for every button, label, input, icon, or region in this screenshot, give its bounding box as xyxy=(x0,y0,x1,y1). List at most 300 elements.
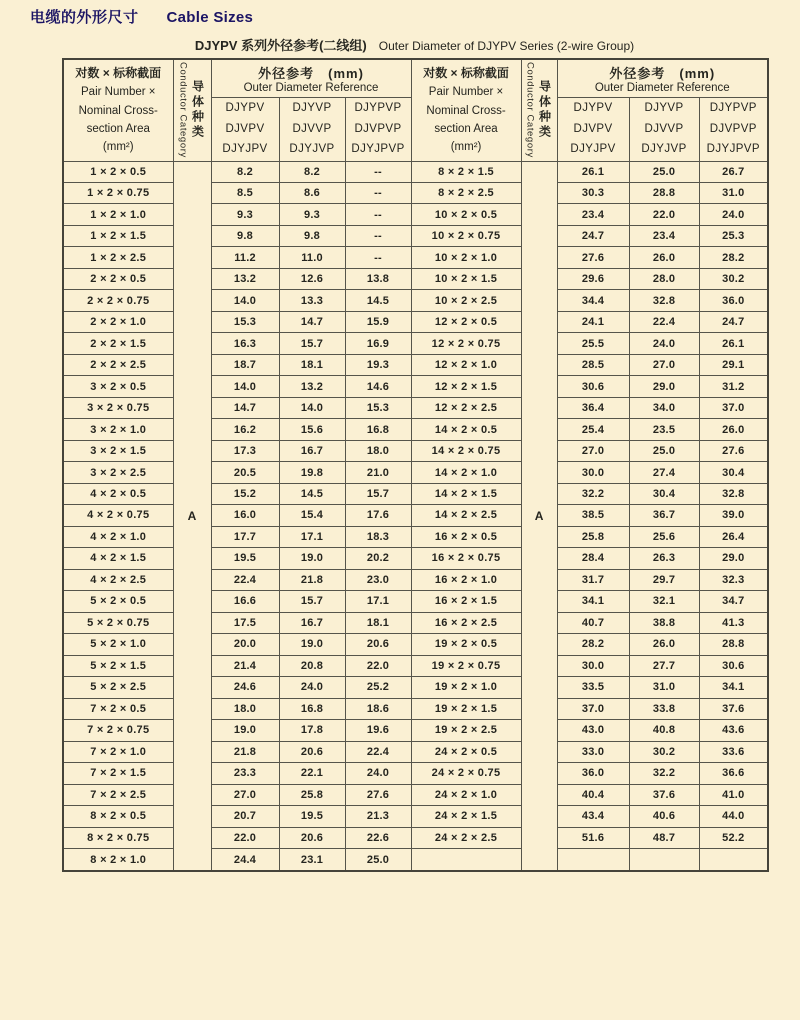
table-row xyxy=(63,677,768,698)
od-value-cell: 18.0 xyxy=(345,440,411,461)
pair-size-cell: 2 × 2 × 2.5 xyxy=(63,354,173,375)
pair-size-cell: 8 × 2 × 2.5 xyxy=(411,182,521,203)
od-value-cell: 14.7 xyxy=(279,311,345,332)
od-value-cell: 20.8 xyxy=(279,655,345,676)
od-value-cell: 36.0 xyxy=(699,290,768,311)
od-value-cell: 30.3 xyxy=(557,182,629,203)
pair-size-cell: 12 × 2 × 0.5 xyxy=(411,311,521,332)
od-value-cell: 41.0 xyxy=(699,784,768,805)
od-value-cell: 26.7 xyxy=(699,161,768,182)
od-value-cell: 14.6 xyxy=(345,376,411,397)
od-value-cell: 18.3 xyxy=(345,526,411,547)
od-group-title-en: Outer Diameter Reference xyxy=(594,81,730,94)
table-row xyxy=(63,311,768,332)
od-value-cell: 26.0 xyxy=(629,634,699,655)
pair-size-cell: 5 × 2 × 0.75 xyxy=(63,612,173,633)
page-title xyxy=(30,6,253,27)
od-value-cell: -- xyxy=(345,182,411,203)
table-row xyxy=(63,462,768,483)
od-value-cell: 43.6 xyxy=(699,720,768,741)
od-value-cell: 40.6 xyxy=(629,806,699,827)
od-value-cell: 23.4 xyxy=(629,225,699,246)
od-value-cell: 19.0 xyxy=(211,720,279,741)
table-row xyxy=(63,806,768,827)
od-value-cell: 20.5 xyxy=(211,462,279,483)
cable-code-header xyxy=(345,97,411,161)
od-value-cell: 27.7 xyxy=(629,655,699,676)
pair-size-cell xyxy=(411,849,521,872)
od-value-cell: 20.6 xyxy=(279,741,345,762)
od-value-cell: 9.8 xyxy=(211,225,279,246)
od-value-cell: 24.0 xyxy=(279,677,345,698)
od-value-cell: 30.2 xyxy=(629,741,699,762)
od-value-cell: 25.0 xyxy=(629,440,699,461)
od-value-cell: 15.4 xyxy=(279,505,345,526)
conductor-category-header-right xyxy=(521,59,557,161)
od-value-cell: 15.6 xyxy=(279,419,345,440)
table-row xyxy=(63,634,768,655)
od-value-cell: 37.0 xyxy=(699,397,768,418)
od-value-cell: 19.8 xyxy=(279,462,345,483)
od-value-cell: 30.4 xyxy=(699,462,768,483)
pair-size-cell: 1 × 2 × 0.5 xyxy=(63,161,173,182)
od-value-cell: 31.0 xyxy=(699,182,768,203)
pair-size-cell: 16 × 2 × 0.5 xyxy=(411,526,521,547)
od-value-cell: 17.1 xyxy=(279,526,345,547)
od-value-cell: 25.0 xyxy=(345,849,411,872)
pair-size-cell: 4 × 2 × 2.5 xyxy=(63,569,173,590)
od-value-cell: 20.6 xyxy=(279,827,345,848)
od-value-cell: 22.6 xyxy=(345,827,411,848)
pair-size-cell: 2 × 2 × 0.5 xyxy=(63,268,173,289)
table-row xyxy=(63,225,768,246)
od-value-cell: 20.6 xyxy=(345,634,411,655)
pair-size-cell: 16 × 2 × 2.5 xyxy=(411,612,521,633)
od-value-cell: 8.2 xyxy=(211,161,279,182)
od-value-cell: 44.0 xyxy=(699,806,768,827)
od-value-cell: 22.4 xyxy=(345,741,411,762)
od-value-cell: 14.0 xyxy=(279,397,345,418)
od-value-cell: 15.3 xyxy=(211,311,279,332)
od-value-cell: 36.0 xyxy=(557,763,629,784)
od-value-cell: 11.0 xyxy=(279,247,345,268)
pair-size-cell: 2 × 2 × 1.5 xyxy=(63,333,173,354)
od-value-cell: 15.3 xyxy=(345,397,411,418)
pair-size-cell: 19 × 2 × 1.5 xyxy=(411,698,521,719)
od-value-cell: 18.6 xyxy=(345,698,411,719)
od-value-cell: 22.4 xyxy=(211,569,279,590)
od-value-cell: 23.4 xyxy=(557,204,629,225)
cable-code-header xyxy=(279,97,345,161)
pair-size-cell: 24 × 2 × 1.5 xyxy=(411,806,521,827)
cable-code-header xyxy=(211,97,279,161)
od-value-cell: 29.7 xyxy=(629,569,699,590)
od-value-cell: 17.8 xyxy=(279,720,345,741)
od-value-cell: 8.2 xyxy=(279,161,345,182)
cable-code: DJVPV xyxy=(225,122,265,135)
od-value-cell: 23.0 xyxy=(345,569,411,590)
conductor-header-zh: 导体种类 xyxy=(537,80,552,141)
pair-size-cell: 7 × 2 × 1.0 xyxy=(63,741,173,762)
od-value-cell: 17.7 xyxy=(211,526,279,547)
od-value-cell: 12.6 xyxy=(279,268,345,289)
od-value-cell: 19.5 xyxy=(279,806,345,827)
od-value-cell: 21.0 xyxy=(345,462,411,483)
cable-code: DJYJVP xyxy=(289,143,335,156)
pair-size-cell: 1 × 2 × 2.5 xyxy=(63,247,173,268)
od-value-cell: 34.0 xyxy=(629,397,699,418)
od-value-cell: 19.0 xyxy=(279,548,345,569)
od-value-cell: 19.5 xyxy=(211,548,279,569)
cable-code: DJVPVP xyxy=(709,122,757,135)
od-value-cell: 32.1 xyxy=(629,591,699,612)
od-value-cell: 38.5 xyxy=(557,505,629,526)
od-value-cell: 36.6 xyxy=(699,763,768,784)
table-subtitle-zh: DJYPV 系列外径参考(二线组) xyxy=(194,38,367,53)
od-value-cell: 15.2 xyxy=(211,483,279,504)
pair-header-line: Nominal Cross- xyxy=(78,104,158,117)
pair-size-cell: 12 × 2 × 2.5 xyxy=(411,397,521,418)
od-value-cell: 28.0 xyxy=(629,268,699,289)
od-value-cell: 8.6 xyxy=(279,182,345,203)
cable-code: DJYJPV xyxy=(570,143,616,156)
od-value-cell: 18.1 xyxy=(345,612,411,633)
page-title-zh: 电缆的外形尺寸 xyxy=(30,9,139,26)
od-value-cell: 21.4 xyxy=(211,655,279,676)
pair-size-cell: 24 × 2 × 2.5 xyxy=(411,827,521,848)
od-value-cell: 27.0 xyxy=(557,440,629,461)
od-value-cell: 24.4 xyxy=(211,849,279,872)
pair-header-line: section Area xyxy=(86,122,150,135)
od-value-cell: 24.0 xyxy=(629,333,699,354)
cable-code: DJYPVP xyxy=(709,101,757,114)
od-value-cell: 25.0 xyxy=(629,161,699,182)
pair-size-cell: 24 × 2 × 1.0 xyxy=(411,784,521,805)
pair-size-cell: 24 × 2 × 0.75 xyxy=(411,763,521,784)
od-value-cell: 27.6 xyxy=(557,247,629,268)
od-value-cell: 43.4 xyxy=(557,806,629,827)
conductor-header-wrap xyxy=(174,60,211,161)
od-value-cell: 40.4 xyxy=(557,784,629,805)
pair-size-cell: 19 × 2 × 0.75 xyxy=(411,655,521,676)
od-group-title-zh: 外径参考 (mm) xyxy=(609,65,716,81)
conductor-category-value-left: A xyxy=(173,161,211,871)
od-value-cell: 33.8 xyxy=(629,698,699,719)
od-value-cell: 32.2 xyxy=(629,763,699,784)
pair-size-cell: 3 × 2 × 0.75 xyxy=(63,397,173,418)
od-value-cell: 32.2 xyxy=(557,483,629,504)
pair-header-line: (mm²) xyxy=(102,141,134,154)
pair-size-cell: 3 × 2 × 1.0 xyxy=(63,419,173,440)
conductor-category-header-left xyxy=(173,59,211,161)
od-value-cell: 30.2 xyxy=(699,268,768,289)
od-value-cell: 27.4 xyxy=(629,462,699,483)
pair-size-cell: 12 × 2 × 1.0 xyxy=(411,354,521,375)
od-value-cell: 37.6 xyxy=(629,784,699,805)
table-row xyxy=(63,720,768,741)
od-value-cell: 16.8 xyxy=(345,419,411,440)
cable-code: DJYVP xyxy=(292,101,332,114)
od-value-cell: 51.6 xyxy=(557,827,629,848)
pair-size-cell: 7 × 2 × 0.5 xyxy=(63,698,173,719)
od-value-cell: 26.1 xyxy=(699,333,768,354)
table-row xyxy=(63,333,768,354)
od-value-cell xyxy=(699,849,768,872)
od-value-cell: 38.8 xyxy=(629,612,699,633)
pair-size-cell: 16 × 2 × 1.0 xyxy=(411,569,521,590)
od-value-cell: 22.0 xyxy=(629,204,699,225)
pair-size-cell: 4 × 2 × 0.75 xyxy=(63,505,173,526)
od-value-cell: 30.0 xyxy=(557,462,629,483)
pair-size-cell: 14 × 2 × 1.5 xyxy=(411,483,521,504)
od-value-cell: 26.4 xyxy=(699,526,768,547)
pair-size-cell: 19 × 2 × 0.5 xyxy=(411,634,521,655)
od-value-cell: 27.6 xyxy=(345,784,411,805)
pair-size-cell: 5 × 2 × 1.5 xyxy=(63,655,173,676)
od-value-cell: 15.9 xyxy=(345,311,411,332)
pair-size-cell: 5 × 2 × 0.5 xyxy=(63,591,173,612)
od-value-cell: 13.2 xyxy=(211,268,279,289)
pair-size-cell: 4 × 2 × 1.0 xyxy=(63,526,173,547)
od-value-cell: 48.7 xyxy=(629,827,699,848)
table-row xyxy=(63,569,768,590)
od-value-cell: 19.3 xyxy=(345,354,411,375)
pair-size-cell: 7 × 2 × 0.75 xyxy=(63,720,173,741)
od-value-cell: -- xyxy=(345,247,411,268)
pair-size-cell: 16 × 2 × 0.75 xyxy=(411,548,521,569)
od-value-cell: 34.1 xyxy=(557,591,629,612)
od-value-cell: 23.1 xyxy=(279,849,345,872)
od-value-cell: 24.7 xyxy=(699,311,768,332)
od-value-cell: 24.0 xyxy=(345,763,411,784)
od-value-cell: 36.7 xyxy=(629,505,699,526)
pair-size-cell: 5 × 2 × 1.0 xyxy=(63,634,173,655)
pair-size-cell: 1 × 2 × 0.75 xyxy=(63,182,173,203)
od-value-cell: 13.8 xyxy=(345,268,411,289)
table-body xyxy=(63,161,768,871)
od-value-cell: 20.7 xyxy=(211,806,279,827)
pair-size-cell: 8 × 2 × 1.5 xyxy=(411,161,521,182)
od-value-cell: 34.4 xyxy=(557,290,629,311)
od-value-cell: 24.1 xyxy=(557,311,629,332)
table-row xyxy=(63,182,768,203)
pair-size-cell: 7 × 2 × 1.5 xyxy=(63,763,173,784)
table-subtitle-en: Outer Diameter of DJYPV Series (2-wire Group) xyxy=(378,39,635,53)
od-value-cell: -- xyxy=(345,161,411,182)
page-title-en: Cable Sizes xyxy=(166,9,254,26)
od-value-cell: 18.0 xyxy=(211,698,279,719)
od-value-cell: 39.0 xyxy=(699,505,768,526)
conductor-header-en: Conductor Category xyxy=(177,62,189,159)
od-value-cell: 16.8 xyxy=(279,698,345,719)
pair-size-cell: 14 × 2 × 2.5 xyxy=(411,505,521,526)
cable-code: DJYPVP xyxy=(354,101,402,114)
pair-header-line: (mm²) xyxy=(450,141,482,154)
od-value-cell: 24.0 xyxy=(699,204,768,225)
pair-size-cell: 19 × 2 × 1.0 xyxy=(411,677,521,698)
od-value-cell: 16.9 xyxy=(345,333,411,354)
od-value-cell: 15.7 xyxy=(345,483,411,504)
pair-size-cell: 16 × 2 × 1.5 xyxy=(411,591,521,612)
pair-header-line: section Area xyxy=(434,122,498,135)
pair-size-cell: 12 × 2 × 0.75 xyxy=(411,333,521,354)
od-value-cell: 28.8 xyxy=(699,634,768,655)
od-value-cell: 25.8 xyxy=(557,526,629,547)
od-value-cell: 33.0 xyxy=(557,741,629,762)
od-value-cell: 13.2 xyxy=(279,376,345,397)
table-row xyxy=(63,763,768,784)
pair-size-cell: 3 × 2 × 0.5 xyxy=(63,376,173,397)
header-row-group xyxy=(63,59,768,97)
od-value-cell: 30.0 xyxy=(557,655,629,676)
od-value-cell: 28.4 xyxy=(557,548,629,569)
table-row xyxy=(63,376,768,397)
od-value-cell: 28.2 xyxy=(557,634,629,655)
od-value-cell: 24.7 xyxy=(557,225,629,246)
cable-code: DJVPVP xyxy=(354,122,402,135)
od-value-cell: 32.3 xyxy=(699,569,768,590)
od-value-cell: 31.7 xyxy=(557,569,629,590)
pair-size-cell: 14 × 2 × 0.75 xyxy=(411,440,521,461)
od-value-cell: 27.6 xyxy=(699,440,768,461)
od-value-cell: 26.0 xyxy=(699,419,768,440)
od-value-cell: 29.0 xyxy=(699,548,768,569)
od-value-cell: 33.5 xyxy=(557,677,629,698)
od-value-cell: 31.0 xyxy=(629,677,699,698)
od-value-cell: 25.8 xyxy=(279,784,345,805)
od-value-cell: 34.1 xyxy=(699,677,768,698)
cable-code: DJYVP xyxy=(644,101,684,114)
od-value-cell: 28.8 xyxy=(629,182,699,203)
table-row xyxy=(63,741,768,762)
table-row xyxy=(63,526,768,547)
pair-size-cell: 3 × 2 × 1.5 xyxy=(63,440,173,461)
od-value-cell: 25.4 xyxy=(557,419,629,440)
od-value-cell: -- xyxy=(345,225,411,246)
od-value-cell: 16.3 xyxy=(211,333,279,354)
table-row xyxy=(63,290,768,311)
od-value-cell: 41.3 xyxy=(699,612,768,633)
od-value-cell: 14.7 xyxy=(211,397,279,418)
table-row xyxy=(63,505,768,526)
od-value-cell: 18.1 xyxy=(279,354,345,375)
pair-size-cell: 10 × 2 × 2.5 xyxy=(411,290,521,311)
od-value-cell: 30.6 xyxy=(699,655,768,676)
pair-size-cell: 3 × 2 × 2.5 xyxy=(63,462,173,483)
od-value-cell: 21.8 xyxy=(211,741,279,762)
od-value-cell: 29.1 xyxy=(699,354,768,375)
od-value-cell: 9.3 xyxy=(211,204,279,225)
pair-header-line: 对数 × 标称截面 xyxy=(75,65,162,80)
od-value-cell: 21.8 xyxy=(279,569,345,590)
od-value-cell: 19.6 xyxy=(345,720,411,741)
pair-size-cell: 1 × 2 × 1.0 xyxy=(63,204,173,225)
od-value-cell: 23.3 xyxy=(211,763,279,784)
od-value-cell: 16.7 xyxy=(279,440,345,461)
cable-code: DJYJPV xyxy=(222,143,268,156)
cable-code-header xyxy=(699,97,768,161)
table-row xyxy=(63,354,768,375)
od-value-cell: 17.5 xyxy=(211,612,279,633)
od-value-cell: 16.0 xyxy=(211,505,279,526)
od-value-cell: 27.0 xyxy=(629,354,699,375)
pair-size-cell: 14 × 2 × 1.0 xyxy=(411,462,521,483)
table-row xyxy=(63,161,768,182)
pair-size-cell: 4 × 2 × 1.5 xyxy=(63,548,173,569)
od-value-cell: 19.0 xyxy=(279,634,345,655)
od-value-cell: 20.2 xyxy=(345,548,411,569)
pair-size-cell: 24 × 2 × 0.5 xyxy=(411,741,521,762)
cable-code: DJYJPVP xyxy=(706,143,760,156)
table-header xyxy=(63,59,768,161)
outer-diameter-group-header-left xyxy=(211,59,411,97)
table-row xyxy=(63,419,768,440)
od-value-cell: 37.0 xyxy=(557,698,629,719)
od-value-cell: 21.3 xyxy=(345,806,411,827)
od-value-cell: 22.0 xyxy=(211,827,279,848)
pair-size-cell: 7 × 2 × 2.5 xyxy=(63,784,173,805)
od-value-cell: 13.3 xyxy=(279,290,345,311)
table-row xyxy=(63,548,768,569)
od-value-cell: 14.5 xyxy=(345,290,411,311)
od-value-cell: 16.6 xyxy=(211,591,279,612)
od-value-cell: 9.8 xyxy=(279,225,345,246)
pair-size-cell: 14 × 2 × 0.5 xyxy=(411,419,521,440)
pair-size-cell: 2 × 2 × 0.75 xyxy=(63,290,173,311)
od-value-cell: 25.3 xyxy=(699,225,768,246)
pair-header-line: Pair Number × xyxy=(81,86,156,99)
od-value-cell: 40.8 xyxy=(629,720,699,741)
od-value-cell: 9.3 xyxy=(279,204,345,225)
od-value-cell: 52.2 xyxy=(699,827,768,848)
table-row xyxy=(63,204,768,225)
od-value-cell: 29.0 xyxy=(629,376,699,397)
conductor-header-zh: 导体种类 xyxy=(190,80,205,141)
od-value-cell: 17.6 xyxy=(345,505,411,526)
od-value-cell: 27.0 xyxy=(211,784,279,805)
table-row xyxy=(63,591,768,612)
cable-size-table xyxy=(62,58,769,872)
cable-code: DJYPV xyxy=(225,101,265,114)
table-row xyxy=(63,483,768,504)
od-group-title-en: Outer Diameter Reference xyxy=(243,81,379,94)
cable-code: DJYPV xyxy=(573,101,613,114)
od-value-cell: 32.8 xyxy=(699,483,768,504)
od-value-cell: 22.1 xyxy=(279,763,345,784)
conductor-header-en: Conductor Category xyxy=(524,62,536,159)
outer-diameter-group-header-right xyxy=(557,59,768,97)
od-value-cell: 28.2 xyxy=(699,247,768,268)
od-value-cell: 31.2 xyxy=(699,376,768,397)
table-row xyxy=(63,440,768,461)
pair-size-cell: 10 × 2 × 0.5 xyxy=(411,204,521,225)
od-value-cell: 11.2 xyxy=(211,247,279,268)
od-value-cell: 22.0 xyxy=(345,655,411,676)
cable-code-header xyxy=(629,97,699,161)
od-value-cell: 28.5 xyxy=(557,354,629,375)
od-value-cell: 18.7 xyxy=(211,354,279,375)
od-value-cell: 40.7 xyxy=(557,612,629,633)
od-value-cell: 26.3 xyxy=(629,548,699,569)
od-value-cell xyxy=(629,849,699,872)
pair-header-line: Nominal Cross- xyxy=(426,104,506,117)
od-value-cell: 32.8 xyxy=(629,290,699,311)
pair-number-header-left xyxy=(63,59,173,161)
od-value-cell: 20.0 xyxy=(211,634,279,655)
pair-size-cell: 5 × 2 × 2.5 xyxy=(63,677,173,698)
table-row xyxy=(63,397,768,418)
od-value-cell: 29.6 xyxy=(557,268,629,289)
